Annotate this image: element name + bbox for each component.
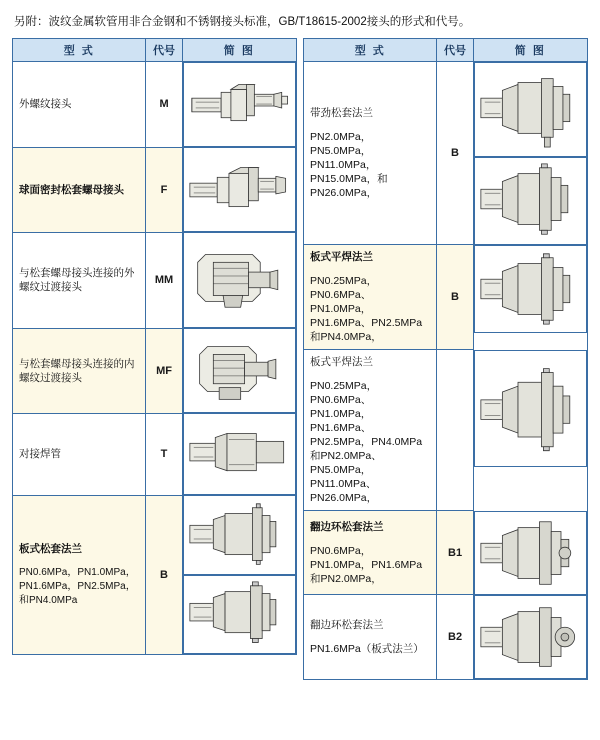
table-header-row bbox=[13, 39, 297, 62]
row-type-detail: PN2.0MPa，PN5.0MPa，PN11.0MPa，PN15.0MPa，和PN26.0MPa， bbox=[310, 131, 388, 200]
row-type-title: 板式平焊法兰 bbox=[310, 356, 373, 369]
external-thread-adapter-figure bbox=[184, 233, 295, 327]
page-title: 另附：波纹金属软管用非合金钢和不锈钢接头标准，GB/T18615-2002接头的形式和代号。 bbox=[14, 16, 471, 28]
table-row bbox=[304, 350, 588, 511]
row-code-cell: MF bbox=[146, 328, 182, 413]
row-figure-cell bbox=[183, 413, 296, 495]
tables-container bbox=[12, 38, 588, 680]
left-spec-table bbox=[12, 38, 297, 655]
butt-weld-pipe-figure bbox=[184, 414, 295, 494]
row-figure-cell bbox=[183, 232, 296, 328]
row-figure-cell bbox=[474, 157, 587, 245]
row-type-title: 带劲松套法兰 bbox=[310, 107, 373, 120]
column-header-type: 型 式 bbox=[13, 39, 146, 62]
table-row bbox=[13, 495, 297, 575]
row-figure-cell bbox=[474, 350, 587, 467]
row-type-title: 翻边环松套法兰 bbox=[310, 619, 384, 632]
table-row bbox=[13, 147, 297, 232]
row-code-cell: B bbox=[146, 495, 182, 654]
row-code-cell bbox=[437, 350, 473, 511]
row-figure-cell bbox=[183, 147, 296, 232]
table-row bbox=[13, 232, 297, 328]
table-row bbox=[304, 511, 588, 595]
row-code-cell: B bbox=[437, 62, 473, 245]
column-header-code: 代号 bbox=[146, 39, 182, 62]
plate-lap-joint-flange-figure bbox=[184, 496, 295, 574]
right-spec-table bbox=[303, 38, 588, 680]
internal-thread-adapter-figure bbox=[184, 329, 295, 412]
row-type-detail: PN0.6MPa，PN1.0MPa，PN1.6MPa和PN2.0MPa， bbox=[310, 544, 423, 585]
ribbed-lap-joint-flange-figure-2 bbox=[475, 158, 586, 244]
row-figure-cell bbox=[183, 62, 296, 147]
row-type-title: 翻边环松套法兰 bbox=[310, 520, 384, 533]
column-header-code: 代号 bbox=[437, 39, 473, 62]
row-type-label: 球面密封松套螺母接头 bbox=[19, 183, 124, 196]
table-row bbox=[304, 62, 588, 157]
row-type-label: 对接焊管 bbox=[19, 448, 61, 461]
row-figure-cell bbox=[474, 511, 587, 595]
row-type-label: 外螺纹接头 bbox=[19, 98, 72, 111]
table-row bbox=[304, 595, 588, 680]
table-row bbox=[13, 328, 297, 413]
row-type-cell bbox=[13, 62, 146, 148]
table-row bbox=[13, 62, 297, 148]
row-figure-cell bbox=[474, 245, 587, 333]
row-figure-cell bbox=[183, 495, 296, 575]
row-type-cell bbox=[13, 328, 146, 413]
row-type-cell bbox=[304, 245, 437, 350]
row-type-cell bbox=[13, 147, 146, 232]
row-type-label: 与松套螺母接头连接的外螺纹过渡接头 bbox=[19, 267, 135, 294]
row-code-cell: B bbox=[437, 245, 473, 350]
column-header-type: 型 式 bbox=[304, 39, 437, 62]
row-figure-cell bbox=[183, 575, 296, 653]
flared-ring-lap-joint-flange-figure bbox=[475, 512, 586, 594]
row-type-cell bbox=[13, 495, 146, 654]
row-type-cell bbox=[13, 232, 146, 328]
column-header-figure: 简 图 bbox=[473, 39, 587, 62]
row-figure-cell bbox=[183, 328, 296, 413]
row-type-cell bbox=[304, 62, 437, 245]
row-type-cell bbox=[304, 595, 437, 680]
table-row bbox=[304, 245, 588, 350]
row-code-cell: M bbox=[146, 62, 182, 148]
table-header-row bbox=[304, 39, 588, 62]
plate-slip-on-welding-flange-figure bbox=[475, 246, 586, 332]
row-type-detail: PN1.6MPa（板式法兰） bbox=[310, 643, 424, 656]
row-type-detail: PN0.25MPa，PN0.6MPa、PN1.0MPa，PN1.6MPa、PN2.5MPa和PN4.0MPa， bbox=[310, 275, 423, 344]
row-figure-cell bbox=[474, 62, 587, 157]
row-code-cell: B1 bbox=[437, 511, 473, 595]
row-type-cell bbox=[304, 511, 437, 595]
row-code-cell: MM bbox=[146, 232, 182, 328]
male-thread-fitting-figure bbox=[184, 63, 295, 146]
table-row bbox=[13, 413, 297, 495]
row-type-cell bbox=[304, 350, 437, 511]
row-type-title: 板式平焊法兰 bbox=[310, 251, 373, 264]
plate-slip-on-welding-flange-figure-2 bbox=[475, 351, 586, 466]
row-type-detail: PN0.6MPa，PN1.0MPa，PN1.6MPa，PN2.5MPa，和PN4.0MPa bbox=[19, 566, 136, 606]
row-type-cell bbox=[13, 413, 146, 495]
row-type-label: 与松套螺母接头连接的内螺纹过渡接头 bbox=[19, 357, 135, 384]
row-code-cell: F bbox=[146, 147, 182, 232]
column-header-figure: 简 图 bbox=[182, 39, 296, 62]
plate-lap-joint-flange-figure-2 bbox=[184, 576, 295, 652]
row-figure-cell bbox=[474, 595, 587, 679]
ribbed-lap-joint-flange-figure bbox=[475, 63, 586, 156]
flared-ring-lap-joint-flange-figure-2 bbox=[475, 596, 586, 678]
row-code-cell: B2 bbox=[437, 595, 473, 680]
spherical-seal-union-nut-fitting-figure bbox=[184, 148, 295, 231]
row-code-cell: T bbox=[146, 413, 182, 495]
row-type-detail: PN0.25MPa，PN0.6MPa、PN1.0MPa，PN1.6MPa、PN2.5MPa，PN4.0MPa 和PN2.0MPa、PN5.0MPa，PN11.0MPa、PN26.0MPa， bbox=[310, 380, 423, 505]
row-type-title: 板式松套法兰 bbox=[19, 542, 82, 555]
